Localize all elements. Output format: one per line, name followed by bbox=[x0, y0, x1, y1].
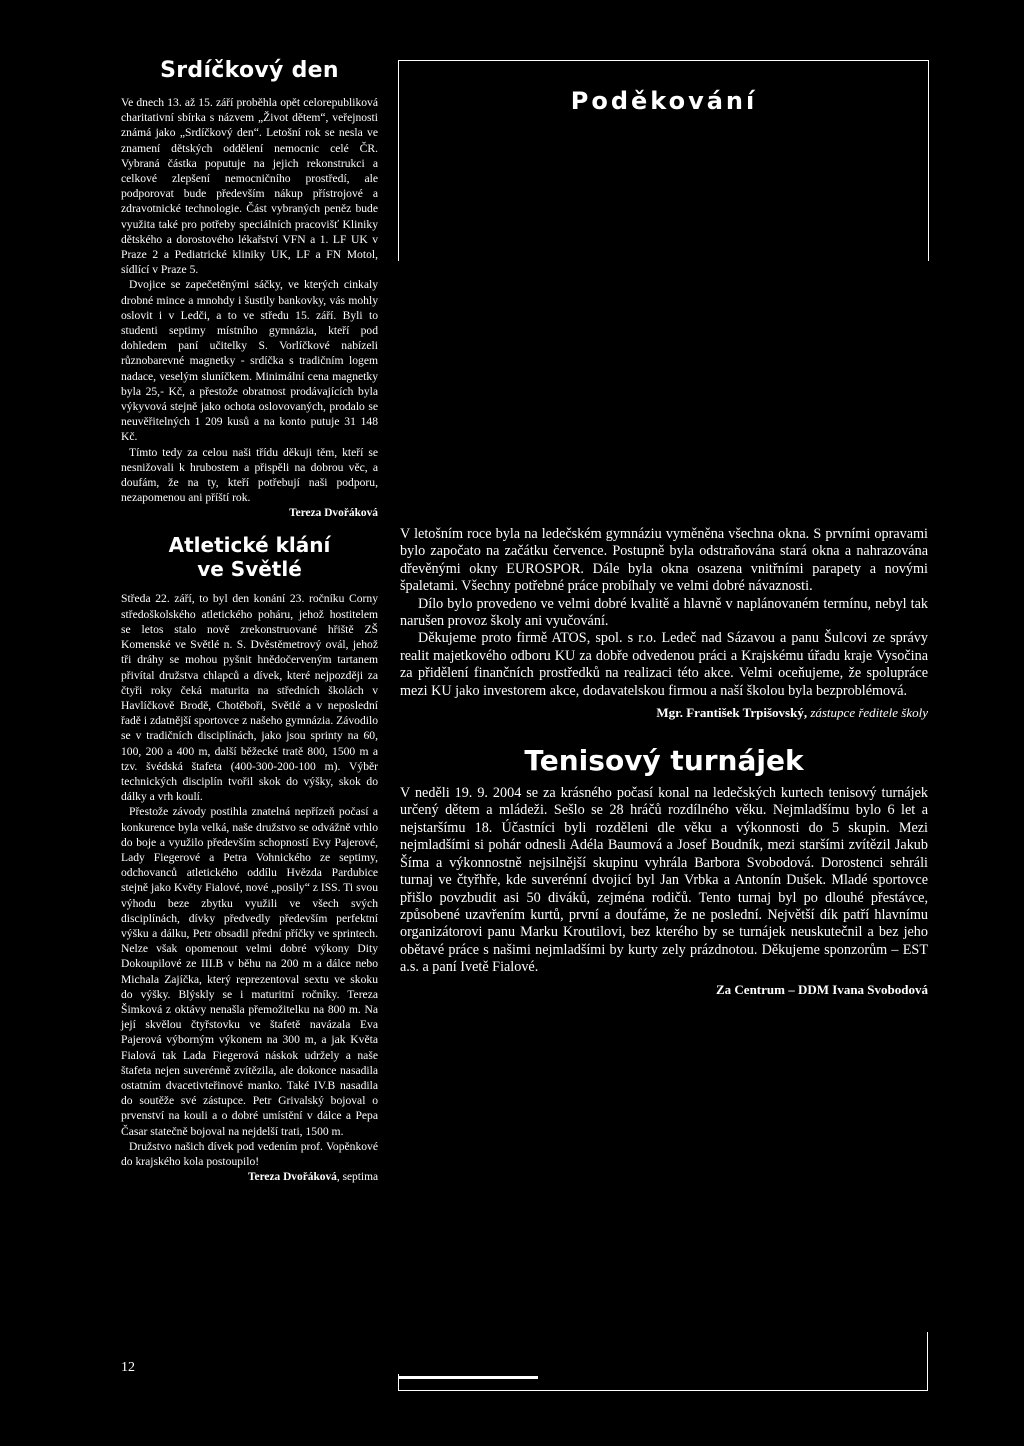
frame-divider bbox=[927, 1332, 928, 1391]
article-paragraph: Dvojice se zapečetěnými sáčky, ve kterých cinkaly drobné mince a mnohdy i šustily bankovky, vás mohly oslovit i v Ledči, a to ve středu 15. září. Byli to studenti septimy místního gymnázia, kteří pod dohledem paní učitelky S. Vorlíčkové nabízeli různobarevné magnetky - srdíčka s tradičním logem nadace, veselým sluníčkem. Minimální cena magnetky byla 25,- Kč, a přestože obratnost prodávajících byla výkyvová stejně jako ochota oslovovaných, prodalo se neuvěřitelných 1 209 kusů a na konto putuje 31 148 Kč. bbox=[121, 278, 378, 444]
thanks-frame bbox=[398, 60, 929, 261]
title-line: ve Světlé bbox=[197, 557, 302, 582]
title-line: Atletické klání bbox=[168, 533, 331, 558]
article-paragraph: V letošním roce byla na ledečském gymnáziu vyměněna všechna okna. S prvními opravami bylo započato na začátku července. Postupně byla odstraňována stará okna a nahrazována dřevěnými okny EUROSPOR. Dále byla okna osazena vnitřními parapety a novými špaletami. Všechny potřebné práce probíhaly ve velmi dobré návaznosti. bbox=[400, 526, 928, 595]
signature-name: Mgr. František Trpišovský, bbox=[656, 705, 808, 721]
article-paragraph: Středa 22. září, to byl den konání 23. ročníku Corny středoškolského atletického poháru, jehož hostitelem se letos stalo nově zrekonstruované hřiště ZŠ Komenské ve Světlé n. S. Dvěstěmetrový ovál, jehož tři dráhy se mohou pyšnit hnědočerveným tartanem přivítal družstva chlapců a dívek, které nejpozději za čtyři roky čeká maturita na středních školách v Havlíčkově Brodě, Chotěboři, Světlé a v neposlední řadě i zdatnější sportovce z našeho gymnázia. Závodilo se v tradičních disciplínách, jako jsou sprinty na 60, 100, 200 a 400 m, další běžecké tratě 800, 1500 m a tzv. švédská štafeta (400-300-200-100 m). Výběr technických disciplín tvořil skok do výšky, skok do dálky a vrh koulí. bbox=[121, 592, 378, 804]
article-title-podekovani: Poděkování bbox=[570, 87, 758, 115]
signature-role: , septima bbox=[336, 1171, 378, 1184]
signature-name: Za Centrum – DDM Ivana Svobodová bbox=[716, 981, 928, 997]
article-title-tenisovy-turnajek: Tenisový turnájek bbox=[524, 744, 804, 778]
frame-band bbox=[398, 1376, 538, 1379]
article-title-srdickovy-den: Srdíčkový den bbox=[160, 58, 339, 83]
left-column bbox=[121, 58, 378, 1197]
signature-name: Tereza Dvořáková bbox=[247, 1171, 337, 1184]
article-paragraph: Přestože závody postihla znatelná nepřízeň počasí a konkurence byla velká, naše družstvo se odvážně vrhlo do boje a využilo především schopností Evy Pajerové, Lady Fiegerové a Petra Vohnického ze septimy, odchovanců atletického oddílu Hvězda Pardubice stejně jako Květy Fialové, nové „posily“ z ISS. Ti svou výhodu beze zbytku využili ve všech svých disciplínách, dívky předvedly především perfektní výšku a dálku, Petr obsadil přední příčky ve sprintech. Nelze však opomenout velmi dobré výkony Dity Dokoupilové ze III.B v běhu na 200 m a dálce nebo Michala Zajíčka, který reprezentoval sextu ve skoku do výšky. Blýskly se i maturitní ročníky. Tereza Šimková z oktávy nenašla přemožitelku na 800 m. Na její skvělou čtyřstovku ve štafetě navázala Eva Pajerová výborným výkonem na 300 m, a jak Květa Fialová tak Lada Fiegerová náskok udržely a naše štafeta nejen suverénně zvítězila, ale dokonce nasadila ostatním dvacetivteřinové manko. Také IV.B nasadila do soutěže své zástupce. Petr Grivalský bojoval o prvenství na kouli a o dobré umístění v dálce a Pepa Časar statečně bojoval na nejdelší trati, 1500 m. bbox=[121, 805, 378, 1138]
article-paragraph: Dílo bylo provedeno ve velmi dobré kvalitě a hlavně v naplánovaném termínu, nebyl tak narušen provoz školy ani vyučování. bbox=[400, 595, 928, 630]
article-signature: Tereza Dvořáková bbox=[289, 507, 378, 520]
right-column bbox=[400, 526, 928, 999]
signature-role: zástupce ředitele školy bbox=[807, 705, 928, 721]
article-paragraph: Ve dnech 13. až 15. září proběhla opět celorepubliková charitativní sbírka s názvem „Život dětem“, veřejnosti známá jako „Srdíčkový den“. Letošní rok se nesla ve znamení dětských oddělení nemocnic celé ČR. Vybraná částka poputuje na jejich rekonstrukci a celkové zlepšení nemocničního prostředí, ale podporovat bude především nákup přístrojové a zdravotnické technologie. Část vybraných peněz bude využita také pro potřeby speciálních pracovišť Kliniky dětského a dorostového lékařství VFN a 1. LF UK v Praze 2 a Pediatrické kliniky UK, LF a FN Motol, sídlící v Praze 5. bbox=[121, 96, 378, 277]
article-paragraph: Tímto tedy za celou naši třídu děkuji těm, kteří se nesnižovali k hrubostem a přispěli na dobrou věc, a doufám, že na ty, kteří potřebují naši podporu, nezapomenou ani příští rok. bbox=[121, 445, 378, 505]
article-signature bbox=[121, 1170, 378, 1185]
article-signature bbox=[400, 704, 928, 722]
article-paragraph: Děkujeme proto firmě ATOS, spol. s r.o. Ledeč nad Sázavou a panu Šulcovi ze správy realit majetkového odboru KU za dobře odvedenou práci a Krajskému úřadu kraje Vysočina za přidělení finančních prostředků na realizaci této akce. Velmi oceňujeme, že spolupráce mezi KU jako investorem akce, dodavatelskou firmou a naší školou byla bezproblémová. bbox=[400, 630, 928, 699]
article-paragraph: V neděli 19. 9. 2004 se za krásného počasí konal na ledečských kurtech tenisový turnájek určený dětem a mládeži. Sešlo se 28 hráčů rozdílného věku. Nejmladšímu bylo 6 let a nejstaršímu 18. Účastníci byli rozděleni dle věku a výkonnosti do 5 skupin. Mezi nejmladšími si pohár odnesli Adéla Baumová a Josef Boudník, mezi staršími zvítězil Jakub Šíma a výkonnostně nejsilnější skupinu vyhrála Barbora Svobodová. Dorostenci sehráli turnaj ve čtyřhře, kde suverénní dvojicí byl Jan Vrbka a Antonín Dušek. Mladé sportovce přišlo povzbudit asi 50 diváků, zejména rodičů. Tento turnaj byl po dlouhé přestávce, způsobené uzavřením kurtů, první a doufáme, že ne poslední. Největší dík patří hlavnímu organizátorovi panu Marku Kroutilovi, bez kterého by se turnájek neuskutečnil a bez jeho obětavé práce s našimi nejmladšími by kurty zely prázdnotou. Děkujeme sponzorům – EST a.s. a paní Ivetě Fialové. bbox=[400, 785, 928, 976]
article-paragraph: Družstvo našich dívek pod vedením prof. Vopěnkové do krajského kola postoupilo! bbox=[121, 1139, 378, 1168]
page-number: 12 bbox=[121, 1360, 135, 1375]
article-title-atleticke-klani bbox=[121, 533, 378, 581]
article-signature bbox=[400, 981, 928, 999]
bottom-frame bbox=[398, 1390, 928, 1391]
